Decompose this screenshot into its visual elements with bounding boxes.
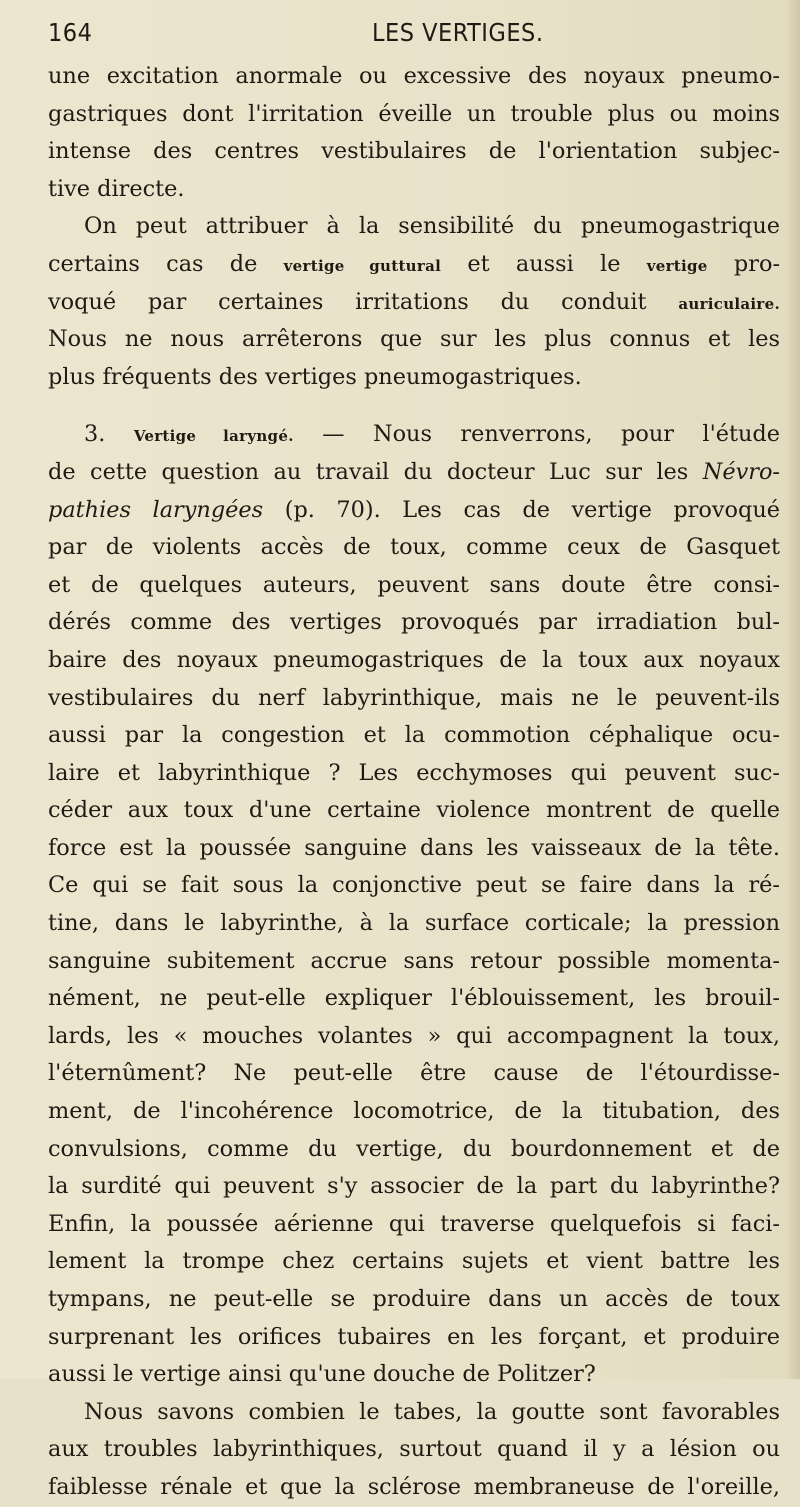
term-vertige-guttural: vertige guttural <box>283 256 442 275</box>
term-vertige: vertige <box>646 256 708 275</box>
text-line: vestibulaires du nerf labyrinthique, mais ne le peuvent-ils <box>48 684 780 711</box>
text-fragment: (p. 70). Les cas de vertige provoqué <box>284 496 781 523</box>
text-line: force est la poussée sanguine dans les vaisseaux de la tête. <box>48 834 780 861</box>
text-line: une excitation anormale ou excessive des noyaux pneumo- <box>48 63 780 89</box>
text-line: par de violents accès de toux, comme ceux de Gasquet <box>48 534 780 561</box>
cited-title-cont: pathies laryngées <box>48 496 264 523</box>
cited-title: Névro- <box>702 458 780 485</box>
text-line: surprenant les orifices tubaires en les forçant, et produire <box>48 1323 780 1350</box>
page-number: 164 <box>48 18 93 47</box>
text-fragment: de cette question au travail du docteur Luc sur les <box>48 458 689 485</box>
running-title: LES VERTIGES. <box>372 18 544 47</box>
text-line: l'éternûment? Ne peut-elle être cause de l'étourdisse- <box>48 1060 780 1087</box>
text-line: Ce qui se fait sous la conjonctive peut se faire dans la ré- <box>48 872 780 899</box>
text-line: céder aux toux d'une certaine violence montrent de quelle <box>48 797 780 824</box>
text-line: tine, dans le labyrinthe, à la surface corticale; la pression <box>48 910 780 937</box>
text-line: dérés comme des vertiges provoqués par irradiation bul- <box>48 609 780 636</box>
text-line: tympans, ne peut-elle se produire dans un accès de toux <box>48 1286 780 1312</box>
text-line: la surdité qui peuvent s'y associer de la part du labyrinthe? <box>48 1173 780 1200</box>
text-line: convulsions, comme du vertige, du bourdonnement et de <box>48 1135 780 1162</box>
section-heading-line <box>48 416 780 454</box>
text-line: ment, de l'incohérence locomotrice, de la titubation, des <box>48 1098 780 1125</box>
text-line: plus fréquents des vertiges pneumogastriques. <box>48 363 582 390</box>
text-fragment: voqué par certaines irritations du conduit <box>48 288 647 315</box>
text-line: aux troubles labyrinthiques, surtout quand il y a lésion ou <box>48 1436 780 1463</box>
text-line <box>48 246 780 284</box>
text-line: Nous ne nous arrêterons que sur les plus connus et les <box>48 326 780 353</box>
text-line: nément, ne peut-elle expliquer l'éblouissement, les brouil- <box>48 985 780 1012</box>
text-fragment: et aussi le <box>467 250 621 277</box>
text-line: baire des noyaux pneumogastriques de la toux aux noyaux <box>48 646 780 673</box>
text-line: lards, les « mouches volantes » qui accompagnent la toux, <box>48 1022 780 1049</box>
text-line: Nous savons combien le tabes, la goutte sont favorables <box>84 1398 780 1425</box>
running-header <box>48 18 778 52</box>
text-line: Enfin, la poussée aérienne qui traverse quelquefois si faci- <box>48 1210 780 1237</box>
text-line: laire et labyrinthique ? Les ecchymoses qui peuvent suc- <box>48 759 780 786</box>
text-line: On peut attribuer à la sensibilité du pneumogastrique <box>84 213 780 240</box>
term-auriculaire: auriculaire. <box>678 294 780 313</box>
text-fragment: certains cas de <box>48 250 258 277</box>
text-fragment: — Nous renverrons, pour l'étude <box>322 421 780 448</box>
text-line: gastriques dont l'irritation éveille un trouble plus ou moins <box>48 100 780 127</box>
text-line: intense des centres vestibulaires de l'orientation subjec- <box>48 138 780 165</box>
section-number: 3. <box>84 421 106 448</box>
text-line <box>48 284 780 322</box>
text-line <box>48 454 780 492</box>
text-line: sanguine subitement accrue sans retour possible momenta- <box>48 947 780 974</box>
text-line: faiblesse rénale et que la sclérose membraneuse de l'oreille, <box>48 1473 780 1500</box>
text-line <box>48 492 780 530</box>
text-line: aussi le vertige ainsi qu'une douche de Politzer? <box>48 1361 596 1388</box>
page-edge-shadow <box>786 0 800 1379</box>
text-line: aussi par la congestion et la commotion céphalique ocu- <box>48 722 780 749</box>
section-heading: Vertige laryngé. <box>133 427 294 446</box>
body-text <box>48 58 780 1507</box>
text-line: lement la trompe chez certains sujets et vient battre les <box>48 1248 780 1275</box>
text-line: et de quelques auteurs, peuvent sans doute être consi- <box>48 571 780 598</box>
text-line: tive directe. <box>48 175 185 202</box>
text-fragment: pro- <box>733 250 781 277</box>
